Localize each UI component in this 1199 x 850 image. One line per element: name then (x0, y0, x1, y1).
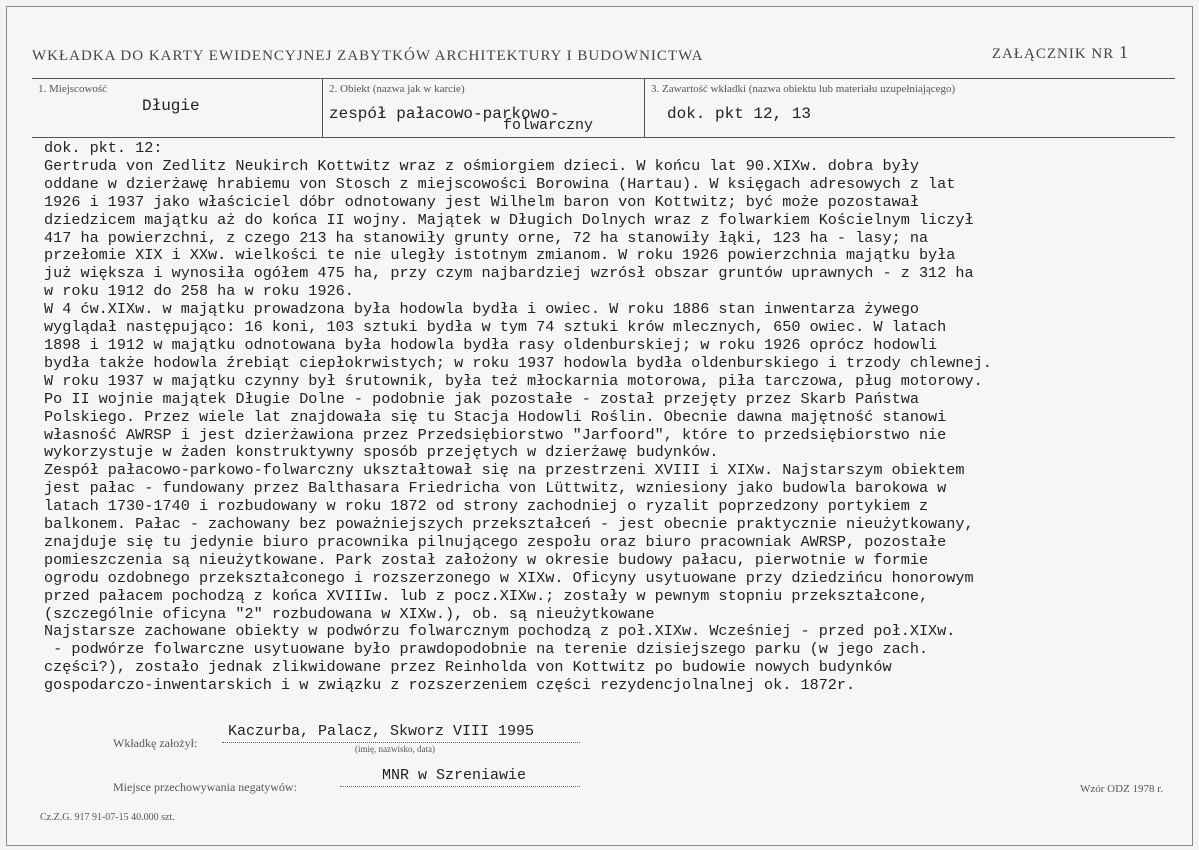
body-line: Najstarsze zachowane obiekty w podwórzu folwarcznym pochodzą z poł.XIXw. Wcześniej - przed poł.XIXw. (44, 622, 956, 641)
body-line: W 4 ćw.XIXw. w majątku prowadzona była hodowla bydła i owiec. W roku 1886 stan inwentarza żywego (44, 300, 919, 319)
content-value: dok. pkt 12, 13 (667, 105, 812, 123)
body-line: bydła także hodowla źrebiąt ciepłokrwistych; w roku 1937 hodowla bydła oldenburskiego i trzody chlewnej. (44, 353, 992, 372)
location-label: 1. Miejscowość (38, 83, 108, 95)
field-location (32, 79, 322, 137)
body-line: Po II wojnie majątek Długie Dolne - podobnie jak pozostałe - został przejęty przez Skarb Państwa (44, 389, 919, 408)
location-value: Długie (142, 97, 200, 115)
body-line: (szczególnie oficyna "2" rozbudowana w XIXw.), ob. są nieużytkowane (44, 604, 655, 623)
body-line: Polskiego. Przez wiele lat znajdowała się tu Stacja Hodowli Roślin. Obecnie dawna majętność stanowi (44, 407, 947, 426)
body-line: latach 1730-1740 i rozbudowany w roku 1872 od strony zachodniej o ryzalit poprzedzony portykiem z (44, 497, 929, 516)
card-header (32, 42, 1129, 65)
body-line: dok. pkt. 12: (44, 139, 163, 157)
body-line: już większa i wynosiła ogółem 475 ha, przy czym najbardziej wzrósł obszar gruntów uprawnych - z 312 ha (44, 264, 974, 283)
body-line: znajduje się tu jedynie biuro pracownika pilnującego zespołu oraz biuro pracowniak AWRSP, pozostałe (44, 532, 947, 551)
body-line: własność AWRSP i jest dzierżawiona przez Przedsiębiorstwo "Jarfoord", które to przedsiębiorstwo nie (44, 425, 947, 444)
annex-label-text: ZAŁĄCZNIK NR (991, 46, 1115, 62)
body-line: Zespół pałacowo-parkowo-folwarczny ukształtował się na przestrzeni XVIII i XIXw. Najstarszym obiektem (44, 461, 965, 480)
storage-underline (340, 786, 580, 787)
form-template: Wzór ODZ 1978 r. (1080, 783, 1164, 795)
body-line: ogrodu ozdobnego przekształconego i rozszerzonego w XIXw. Oficyny usytuowane przy dziedzińcu honorowym (44, 568, 974, 587)
body-line: 417 ha powierzchni, z czego 213 ha stanowiły grunty orne, 72 ha stanowiły łąki, 123 ha - lasy; na (44, 228, 929, 247)
author-value: Kaczurba, Palacz, Skworz VIII 1995 (228, 723, 535, 740)
object-value-line2: folwarczny (503, 117, 594, 134)
storage-label: Miejsce przechowywania negatywów: (113, 780, 297, 794)
body-line: wyglądał następująco: 16 koni, 103 sztuki bydła w tym 74 sztuki krów mlecznych, 650 owiec. W latach (44, 318, 947, 337)
storage-value: MNR w Szreniawie (382, 767, 527, 784)
body-line: części?), zostało jednak zlikwidowane przez Reinholda von Kottwitz po budowie nowych budynków (44, 658, 892, 677)
body-line: 1926 i 1937 jako właściciel dóbr odnotowany jest Wilhelm baron von Kottwitz; być może pozostawał (44, 192, 919, 211)
author-sublabel: (imię, nazwisko, data) (355, 744, 435, 754)
author-label: Wkładkę założył: (113, 736, 198, 750)
author-underline (222, 742, 580, 743)
body-line: przed pałacem pochodzą z końca XVIIIw. lub z pocz.XIXw.; zostały w pewnym stopniu przekształcone, (44, 586, 929, 605)
body-line: gospodarczo-inwentarskich i w związku z rozszerzeniem części rezydencjolnalnej ok. 1872r. (44, 676, 856, 695)
body-line: oddane w dzierżawę hrabiemu von Stosch z miejscowości Borowina (Hartau). W księgach adresowych z lat (44, 174, 956, 193)
annex-label (992, 42, 1129, 63)
object-label: 2. Obiekt (nazwa jak w karcie) (329, 83, 465, 95)
document-body (44, 140, 1164, 695)
body-line: - podwórze folwarczne usytuowane było prawdopodobnie na terenie dzisiejszego parku (w jego zach. (44, 640, 929, 659)
content-label: 3. Zawartość wkładki (nazwa obiektu lub materiału uzupełniającego) (651, 83, 956, 95)
body-line: jest pałac - fundowany przez Balthasara Friedricha von Lüttwitz, wzniesiony jako budowla barokowa w (44, 479, 947, 498)
body-line: dziedzicem majątku aż do końca II wojny. Majątek w Długich Dolnych wraz z folwarkiem Kościelnym liczył (44, 210, 974, 229)
object-value-line1: zespół pałacowo-parkowo- (329, 105, 560, 123)
body-line: balkonem. Pałac - zachowany bez poważniejszych przekształceń - jest obecnie praktycznie nieużytkowany, (44, 515, 974, 534)
body-line: 1898 i 1912 w majątku odnotowana była hodowla bydła rasy oldenburskiej; w roku 1926 oprócz hodowli (44, 335, 938, 354)
field-content (644, 79, 1176, 137)
body-line: Gertruda von Zedlitz Neukirch Kottwitz wraz z ośmiorgiem dzieci. W końcu lat 90.XIXw. dobra były (44, 156, 919, 175)
card-title: WKŁADKA DO KARTY EWIDENCYJNEJ ZABYTKÓW ARCHITEKTURY I BUDOWNICTWA (32, 48, 704, 64)
body-line: w roku 1912 do 258 ha w roku 1926. (44, 282, 354, 301)
annex-number: 1 (1119, 42, 1129, 62)
body-line: W roku 1937 w majątku czynny był śrutownik, była też młockarnia motorowa, piła tarczowa, pług motorowy. (44, 371, 983, 390)
field-object (322, 79, 645, 137)
body-line: wykorzystuje w żaden konstruktywny sposób przejętych w dzierżawę budynków. (44, 443, 719, 462)
body-line: przełomie XIX i XXw. wielkości te nie uległy istotnym zmianom. W roku 1926 powierzchnia majątku była (44, 246, 956, 265)
body-line: pomieszczenia są nieużytkowane. Park został założony w okresie budowy pałacu, pierwotnie w formie (44, 550, 929, 569)
header-fields (32, 78, 1175, 138)
form-id: Cz.Z.G. 917 91-07-15 40.000 szt. (40, 812, 175, 823)
